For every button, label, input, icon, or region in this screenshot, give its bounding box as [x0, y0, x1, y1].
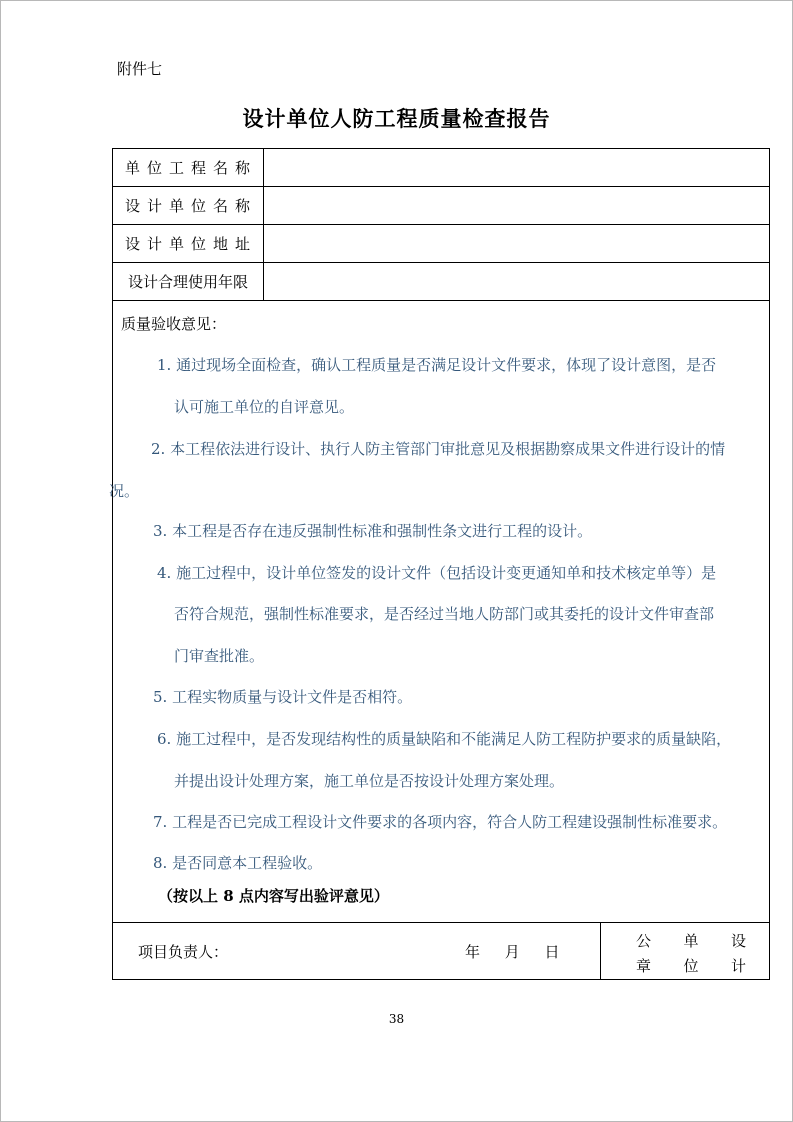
- seal-char: 设: [730, 932, 746, 950]
- item-number: 3.: [153, 522, 168, 540]
- page-title: 设计单位人防工程质量检查报告: [242, 106, 551, 131]
- report-form: [109, 148, 770, 980]
- label-design-unit-name: 设计单位名称: [124, 196, 257, 215]
- opinion-item-4: [157, 552, 716, 594]
- row-divider: [113, 300, 769, 301]
- row-divider: [113, 922, 769, 923]
- item-text: 施工过程中，是否发现结构性的质量缺陷和不能满足人防工程防护要求的质量缺陷，: [176, 730, 732, 748]
- seal-char: 位: [683, 957, 699, 975]
- label-project-name: 单位工程名称: [124, 159, 257, 177]
- opinion-item-4-cont: 否符合规范，强制性标准要求，是否经过当地人防部门或其委托的设计文件审查部: [174, 605, 715, 623]
- opinion-item-6-cont: 并提出设计处理方案，施工单位是否按设计处理方案处理。: [174, 772, 565, 790]
- opinion-item-1: [157, 344, 716, 386]
- page-number: 38: [388, 1012, 405, 1026]
- item-number: 4.: [157, 564, 172, 582]
- column-divider: [600, 922, 601, 979]
- item-number: 6.: [157, 730, 172, 748]
- design-unit-address-field[interactable]: [263, 224, 769, 262]
- opinion-item-3: [153, 510, 592, 552]
- item-text: 工程是否已完成工程设计文件要求的各项内容，符合人防工程建设强制性标准要求。: [172, 813, 728, 831]
- opinion-item-1-cont: 认可施工单位的自评意见。: [174, 398, 355, 416]
- item-number: 5.: [153, 688, 168, 706]
- opinion-item-5: [153, 676, 412, 718]
- date-label: 年 月 日: [465, 943, 560, 961]
- opinion-item-2: [151, 428, 725, 470]
- seal-text-line-1: [636, 930, 746, 951]
- design-unit-name-field[interactable]: [263, 186, 769, 224]
- item-text: 工程实物质量与设计文件是否相符。: [172, 688, 413, 706]
- item-text: 通过现场全面检查，确认工程质量是否满足设计文件要求，体现了设计意图，是否: [176, 356, 717, 374]
- label-design-unit-address: 设计单位地址: [124, 234, 257, 253]
- item-text: 本工程是否存在违反强制性标准和强制性条文进行工程的设计。: [172, 522, 593, 540]
- item-number: 1.: [157, 356, 172, 374]
- project-name-field[interactable]: [263, 149, 769, 186]
- seal-char: 公: [636, 932, 652, 950]
- seal-text-line-2: [636, 955, 746, 976]
- project-leader-label: 项目负责人：: [138, 943, 229, 961]
- seal-char: 单: [683, 932, 699, 950]
- attachment-label: 附件七: [117, 60, 163, 78]
- opinion-item-7: [153, 801, 727, 843]
- instruction-note: （按以上 8 点内容写出验评意见）: [158, 887, 389, 905]
- opinion-item-6: [157, 718, 731, 760]
- design-service-life-field[interactable]: [263, 262, 769, 300]
- opinion-item-4-cont: 门审查批准。: [174, 647, 265, 665]
- opinion-heading: 质量验收意见：: [121, 315, 227, 333]
- label-design-service-life: 设计合理使用年限: [127, 272, 248, 291]
- item-number: 7.: [153, 813, 168, 831]
- seal-char: 章: [636, 957, 652, 975]
- seal-char: 计: [730, 957, 746, 975]
- item-text: 是否同意本工程验收。: [172, 854, 323, 872]
- item-number: 2.: [151, 440, 166, 458]
- item-text: 施工过程中，设计单位签发的设计文件（包括设计变更通知单和技术核定单等）是: [176, 564, 717, 582]
- opinion-item-8: [153, 842, 322, 884]
- item-number: 8.: [153, 854, 168, 872]
- item-text: 本工程依法进行设计、执行人防主管部门审批意见及根据勘察成果文件进行设计的情: [170, 440, 726, 458]
- opinion-item-2-cont: 况。: [109, 482, 140, 500]
